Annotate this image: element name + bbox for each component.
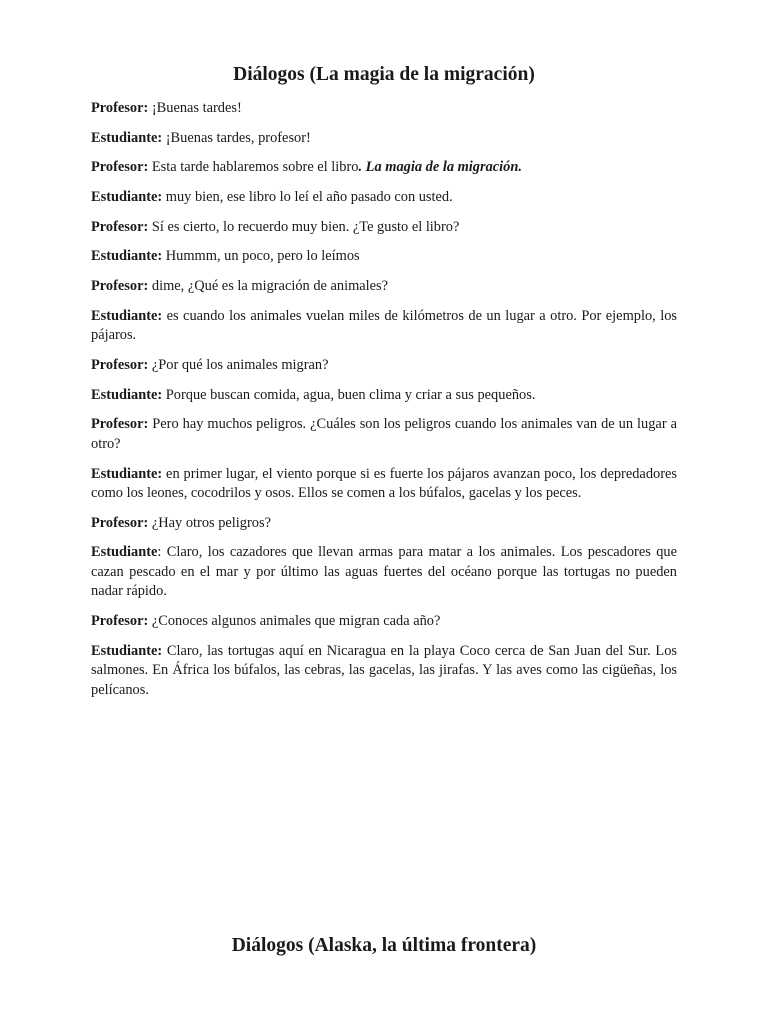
dialogue-line [91,415,677,454]
dialogue-body [91,99,677,711]
speaker-label: Profesor: [91,100,149,116]
dialogue-line [91,386,677,406]
speaker-label: Profesor: [91,613,149,630]
speaker-label: Estudiante [91,544,158,561]
line-text: : Claro, los cazadores que llevan armas para matar a los animales. Los pescadores que cazan pescado en el mar y por último las aguas fuertes del océano porque las tortugas no pueden nadar rápido. [91,544,677,600]
speaker-label: Estudiante: [91,386,163,403]
line-text: es cuando los animales vuelan miles de kilómetros de un lugar a otro. Por ejemplo, los pájaros. [91,307,677,344]
line-text: ¿Por qué los animales migran? [148,357,329,373]
line-text: ¿Hay otros peligros? [148,514,271,531]
dialogue-line [91,218,677,238]
speaker-label: Estudiante: [91,248,163,265]
line-text: Sí es cierto, lo recuerdo muy bien. ¿Te gusto el libro? [148,218,460,235]
line-text: muy bien, ese libro lo leí el año pasado con usted. [162,189,453,206]
dialogue-line [91,356,677,376]
dialogue-line [91,465,677,504]
speaker-label: Profesor: [91,278,149,295]
dialogue-line [91,158,677,178]
speaker-label: Profesor: [91,159,149,176]
dialogue-line [91,543,677,602]
speaker-label: Profesor: [91,514,149,531]
dialogue-line [91,99,677,119]
dialogue-line [91,514,677,534]
line-text: dime, ¿Qué es la migración de animales? [148,278,389,295]
speaker-label: Estudiante: [91,189,163,206]
next-dialogue-title: Diálogos (Alaska, la última frontera) [231,935,537,956]
line-text: Pero hay muchos peligros. ¿Cuáles son los peligros cuando los animales van de un lugar a otro? [91,416,677,452]
dialogue-line [91,129,677,149]
dialogue-line [91,277,677,297]
line-text: Esta tarde hablaremos sobre el libro [148,159,359,176]
speaker-label: Profesor: [91,218,149,235]
line-text: Hummm, un poco, pero lo leímos [162,248,360,265]
line-text: Claro, las tortugas aquí en Nicaragua en la playa Coco cerca de San Juan del Sur. Los salmones. En África los búfalos, las cebras, las gacelas, las jirafas. Y las aves como las cigüeñas, los pelícanos. [91,642,677,698]
dialogue-line [91,247,677,267]
line-text: en primer lugar, el viento porque si es fuerte los pájaros avanzan poco, los depredadores como los leones, cocodrilos y osos. Ellos se comen a los búfalos, gacelas y los peces. [91,465,677,502]
speaker-label: Profesor: [91,416,149,433]
speaker-label: Estudiante: [91,465,163,482]
speaker-label: Estudiante: [91,129,163,146]
speaker-label: Estudiante: [91,307,163,324]
line-text: ¡Buenas tardes! [148,100,242,116]
line-text: ¿Conoces algunos animales que migran cada año? [148,613,441,630]
line-text: Porque buscan comida, agua, buen clima y criar a sus pequeños. [162,386,536,403]
line-text: ¡Buenas tardes, profesor! [162,129,311,146]
speaker-label: Profesor: [91,357,149,373]
dialogue-line [91,612,677,632]
dialogue-line [91,307,677,346]
book-title: . La magia de la migración. [358,159,522,176]
dialogue-line [91,642,677,701]
dialogue-line [91,188,677,208]
speaker-label: Estudiante: [91,642,163,659]
dialogue-title: Diálogos (La magia de la migración) [233,64,535,85]
